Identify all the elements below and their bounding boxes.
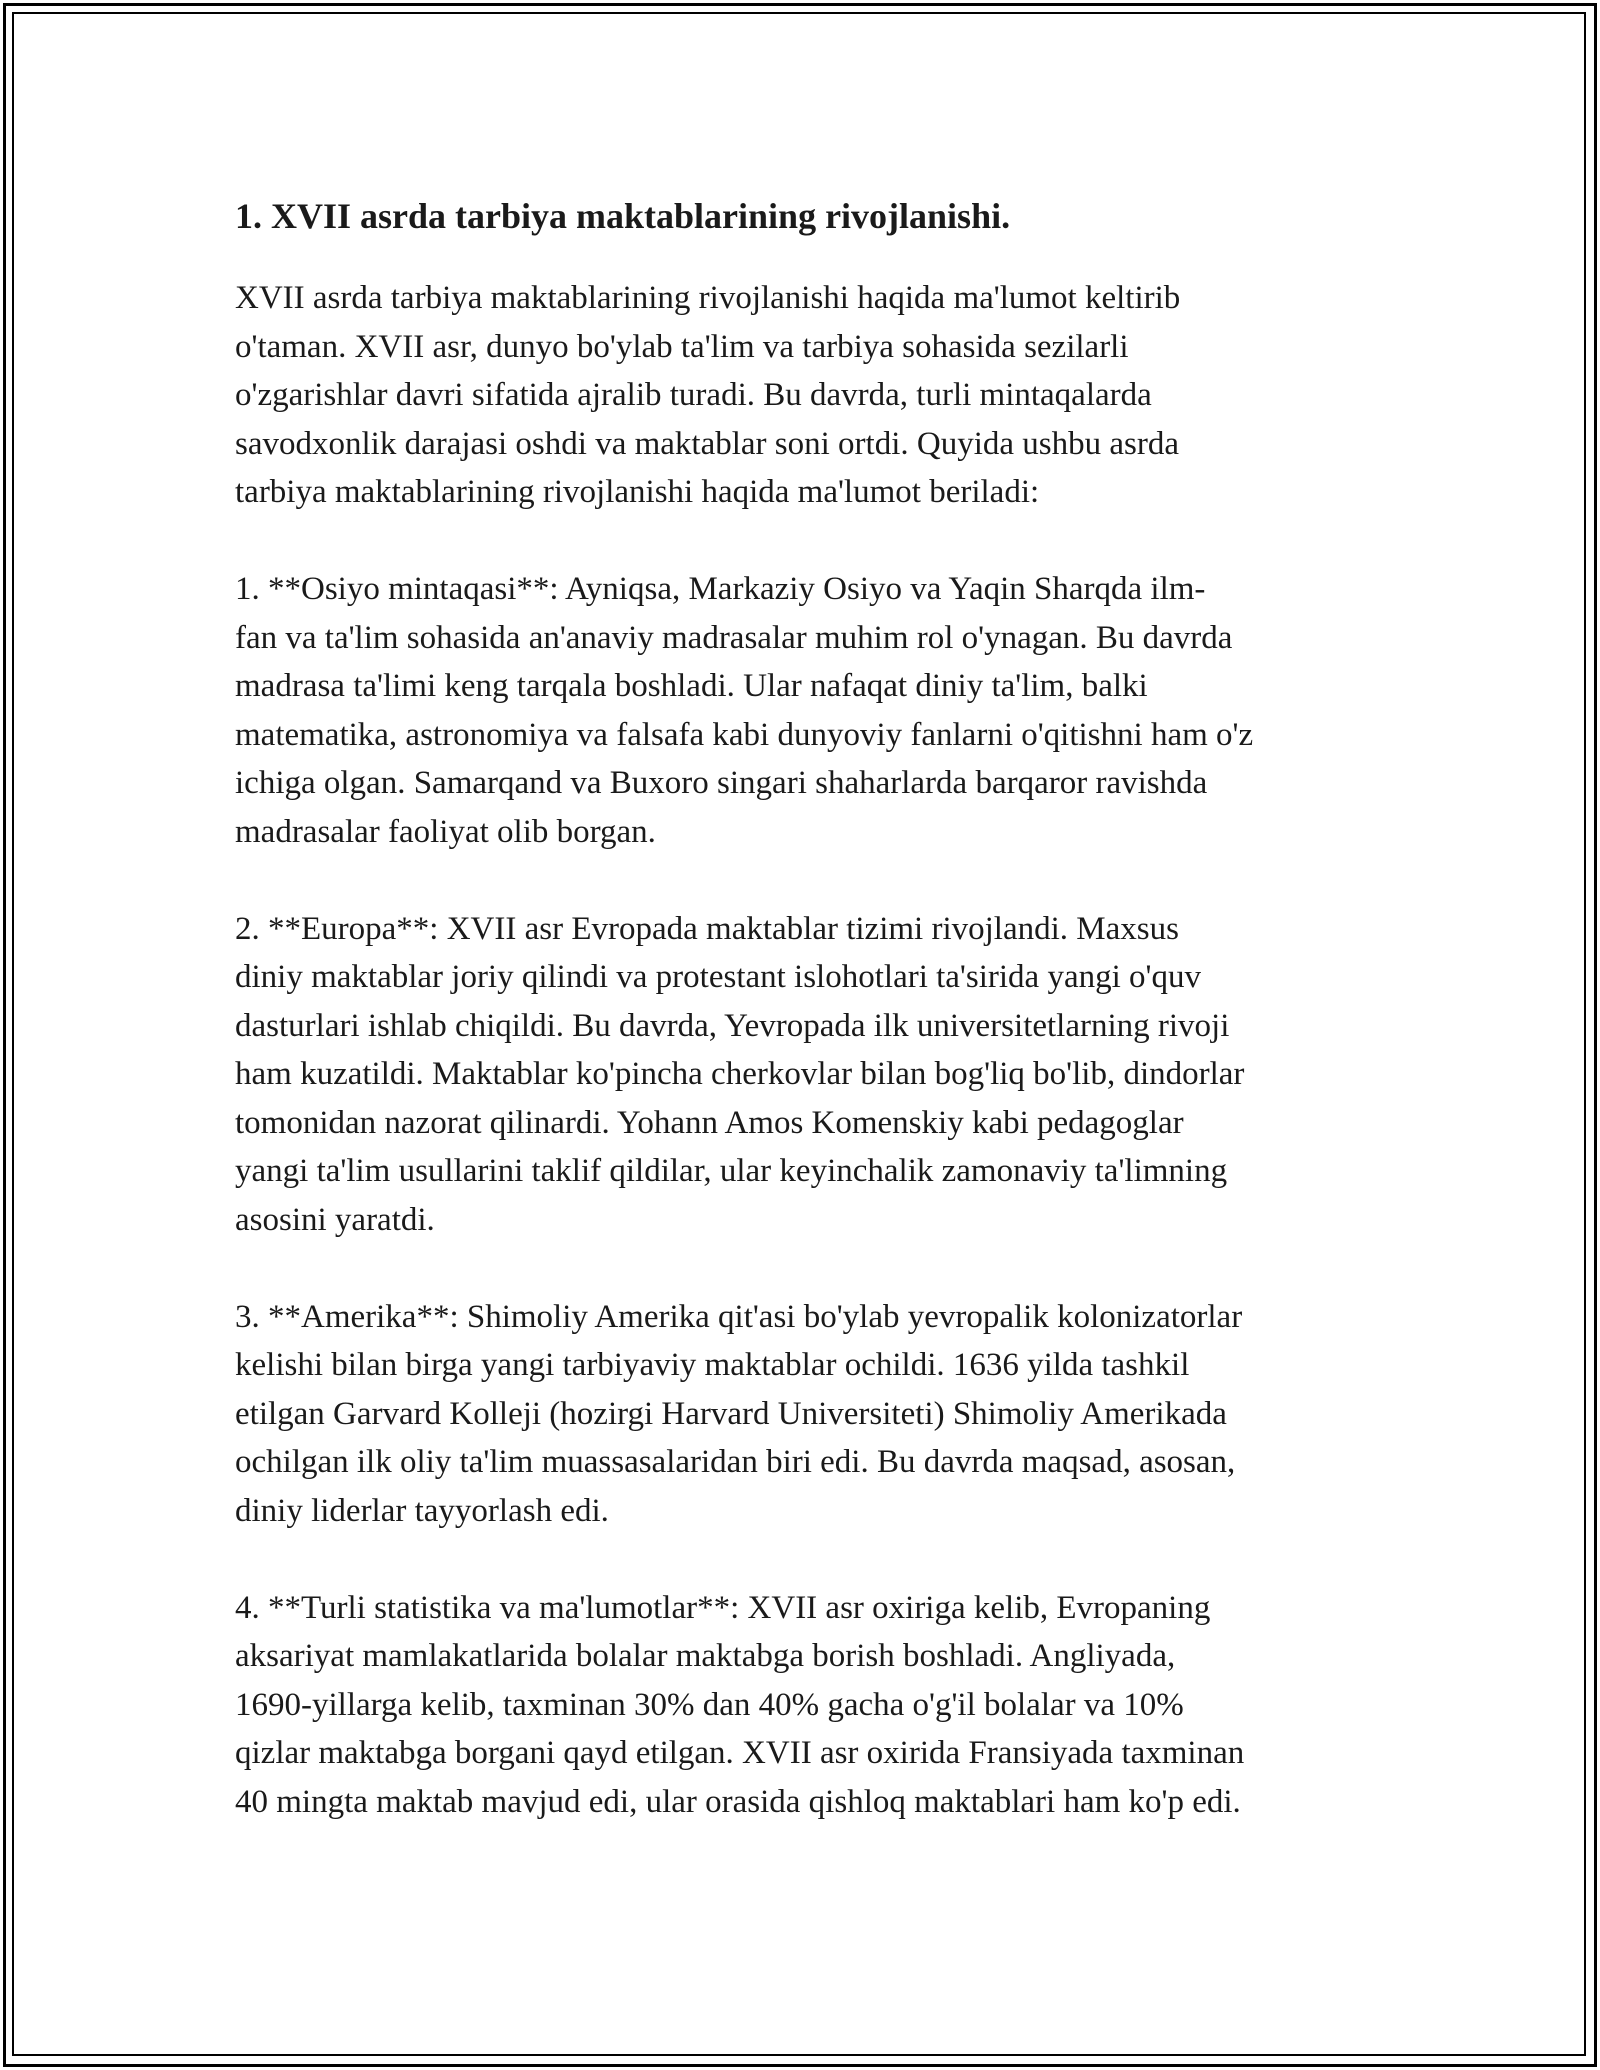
document-body [235,188,1375,1826]
section-america-paragraph: 3. **Amerika**: Shimoliy Amerika qit'asi bo'ylab yevropalik kolonizatorlar kelishi bilan birga yangi tarbiyaviy maktablar ochildi. 1636 yilda tashkil etilgan Garvard Kolleji (hozirgi Harvard Universiteti) Shimoliy Amerikada ochilgan ilk oliy ta'lim muassasalaridan biri edi. Bu davrda maqsad, asosan, diniy liderlar tayyorlash edi. [235,1298,1243,1529]
document-title: 1. XVII asrda tarbiya maktablarining rivojlanishi. [235,196,1011,236]
section-asia-paragraph: 1. **Osiyo mintaqasi**: Ayniqsa, Markaziy Osiyo va Yaqin Sharqda ilm- fan va ta'lim sohasida an'anaviy madrasalar muhim rol o'ynagan. Bu davrda madrasa ta'limi keng tarqala boshladi. Ular nafaqat diniy ta'lim, balki matematika, astronomiya va falsafa kabi dunyoviy fanlarni o'qitishni ham o'z ichiga olgan. Samarqand va Buxoro singari shaharlarda barqaror ravishda madrasalar faoliyat olib borgan. [235,571,1254,850]
section-europe-paragraph: 2. **Europa**: XVII asr Evropada maktablar tizimi rivojlandi. Maxsus diniy maktablar joriy qilindi va protestant islohotlari ta'sirida yangi o'quv dasturlari ishlab chiqildi. Bu davrda, Yevropada ilk universitetlarning rivoji ham kuzatildi. Maktablar ko'pincha cherkovlar bilan bog'liq bo'lib, dindorlar tomonidan nazorat qilinardi. Yohann Amos Komenskiy kabi pedagoglar yangi ta'lim usullarini taklif qildilar, ular keyinchalik zamonaviy ta'limning asosini yaratdi. [235,910,1245,1238]
section-statistics-paragraph: 4. **Turli statistika va ma'lumotlar**: XVII asr oxiriga kelib, Evropaning aksariyat mamlakatlarida bolalar maktabga borish boshladi. Angliyada, 1690-yillarga kelib, taxminan 30% dan 40% gacha o'g'il bolalar va 10% qizlar maktabga borgani qayd etilgan. XVII asr oxirida Fransiyada taxminan 40 mingta maktab mavjud edi, ular orasida qishloq maktablari ham ko'p edi. [235,1589,1245,1820]
intro-paragraph: XVII asrda tarbiya maktablarining rivojlanishi haqida ma'lumot keltirib o'taman. XVII asr, dunyo bo'ylab ta'lim va tarbiya sohasida sezilarli o'zgarishlar davri sifatida ajralib turadi. Bu davrda, turli mintaqalarda savodxonlik darajasi oshdi va maktablar soni ortdi. Quyida ushbu asrda tarbiya maktablarining rivojlanishi haqida ma'lumot beriladi: [235,280,1181,510]
